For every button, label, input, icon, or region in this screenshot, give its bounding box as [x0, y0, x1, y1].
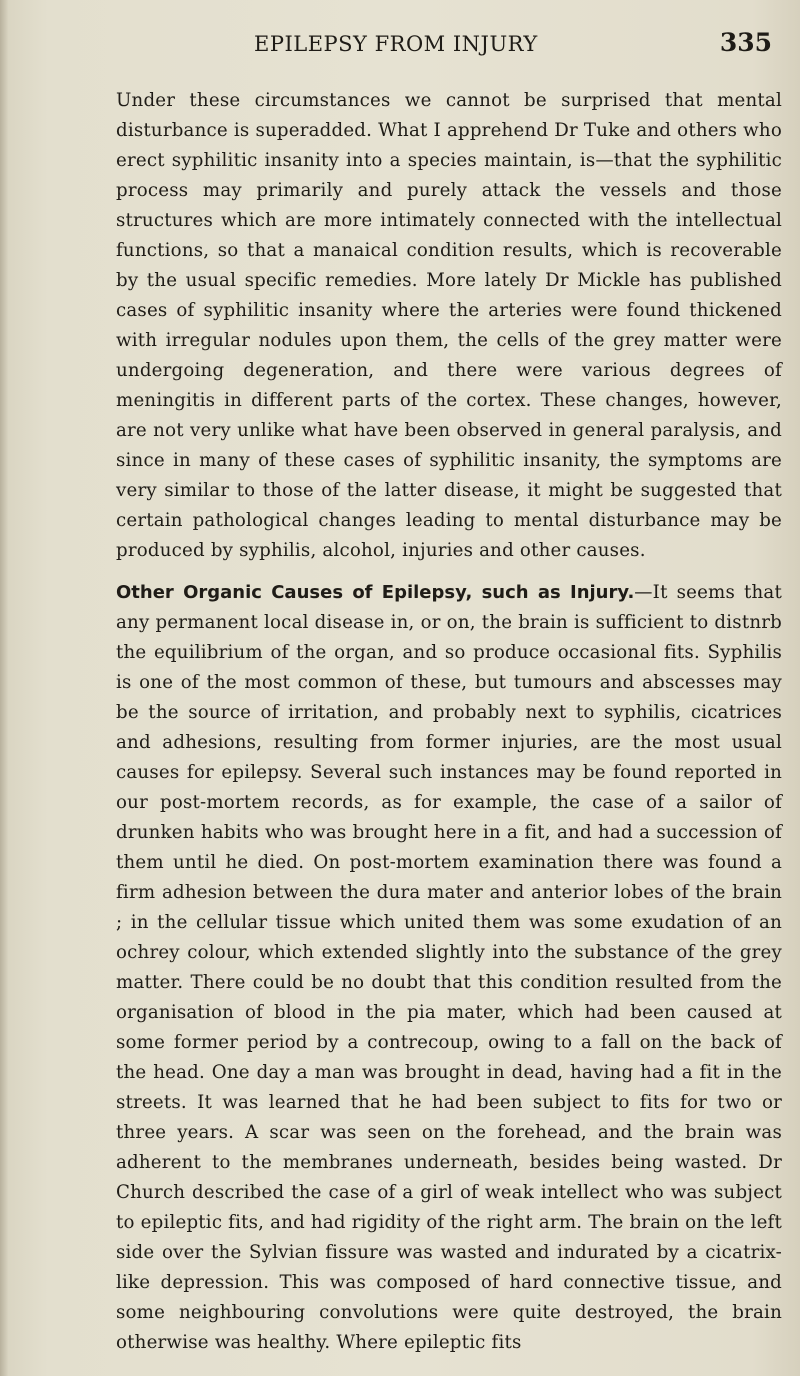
section-heading: Other Organic Causes of Epilepsy, such as Injury. — [116, 582, 635, 603]
paragraph-text: —It seems that any permanent local disease in, or on, the brain is sufficient to distnrb the equilibrium of the organ, and so produce occasional fits. Syphilis is one of the most common of these, but tumours and abscesses may be the source of irritation, and probably next to syphilis, cicatrices and adhesions, resulting from former injuries, are the most usual causes for epilepsy. Several such instances may be found reported in our post-mortem records, as for example, the case of a sailor of drunken habits who was brought here in a fit, and had a succession of them until he died. On post-mortem examination there was found a firm adhesion between the dura mater and anterior lobes of the brain ; in the cellular tissue which united them was some exudation of an ochrey colour, which extended slightly into the substance of the grey matter. There could be no doubt that this condition resulted from the organisation of blood in the pia mater, which had been caused at some former period by a contrecoup, owing to a fall on the back of the head. One day a man was brought in dead, having had a fit in the streets. It was learned that he had been subject to fits for two or three years. A scar was seen on the forehead, and the brain was adherent to the membranes underneath, besides being wasted. Dr Church described the case of a girl of weak intellect who was subject to epileptic fits, and had rigidity of the right arm. The brain on the left side over the Sylvian fissure was wasted and indurated by a cicatrix-like depression. This was composed of hard connective tissue, and some neighbouring convolutions were quite destroyed, the brain otherwise was healthy. Where epileptic fits — [116, 582, 782, 1353]
paragraph-syphilitic-insanity — [116, 86, 782, 566]
page-header — [116, 28, 790, 68]
page-body — [116, 86, 782, 1358]
paragraph-organic-causes — [116, 578, 782, 1358]
paragraph-text: Under these circumstances we cannot be surprised that mental disturbance is superadded. What I apprehend Dr Tuke and others who erect syphilitic insanity into a species maintain, is—that the syphilitic process may primarily and purely attack the vessels and those structures which are more intimately connected with the intellectual functions, so that a manaical condition results, which is recoverable by the usual specific remedies. More lately Dr Mickle has published cases of syphilitic insanity where the arteries were found thickened with irregular nodules upon them, the cells of the grey matter were undergoing degeneration, and there were various degrees of meningitis in different parts of the cortex. These changes, however, are not very unlike what have been observed in general paralysis, and since in many of these cases of syphilitic insanity, the symptoms are very similar to those of the latter disease, it might be suggested that certain pathological changes leading to mental disturbance may be produced by syphilis, alcohol, injuries and other causes. — [116, 90, 782, 561]
running-head: EPILEPSY FROM INJURY — [254, 32, 538, 56]
page-number: 335 — [719, 28, 772, 57]
page-binding-edge — [0, 0, 8, 1376]
